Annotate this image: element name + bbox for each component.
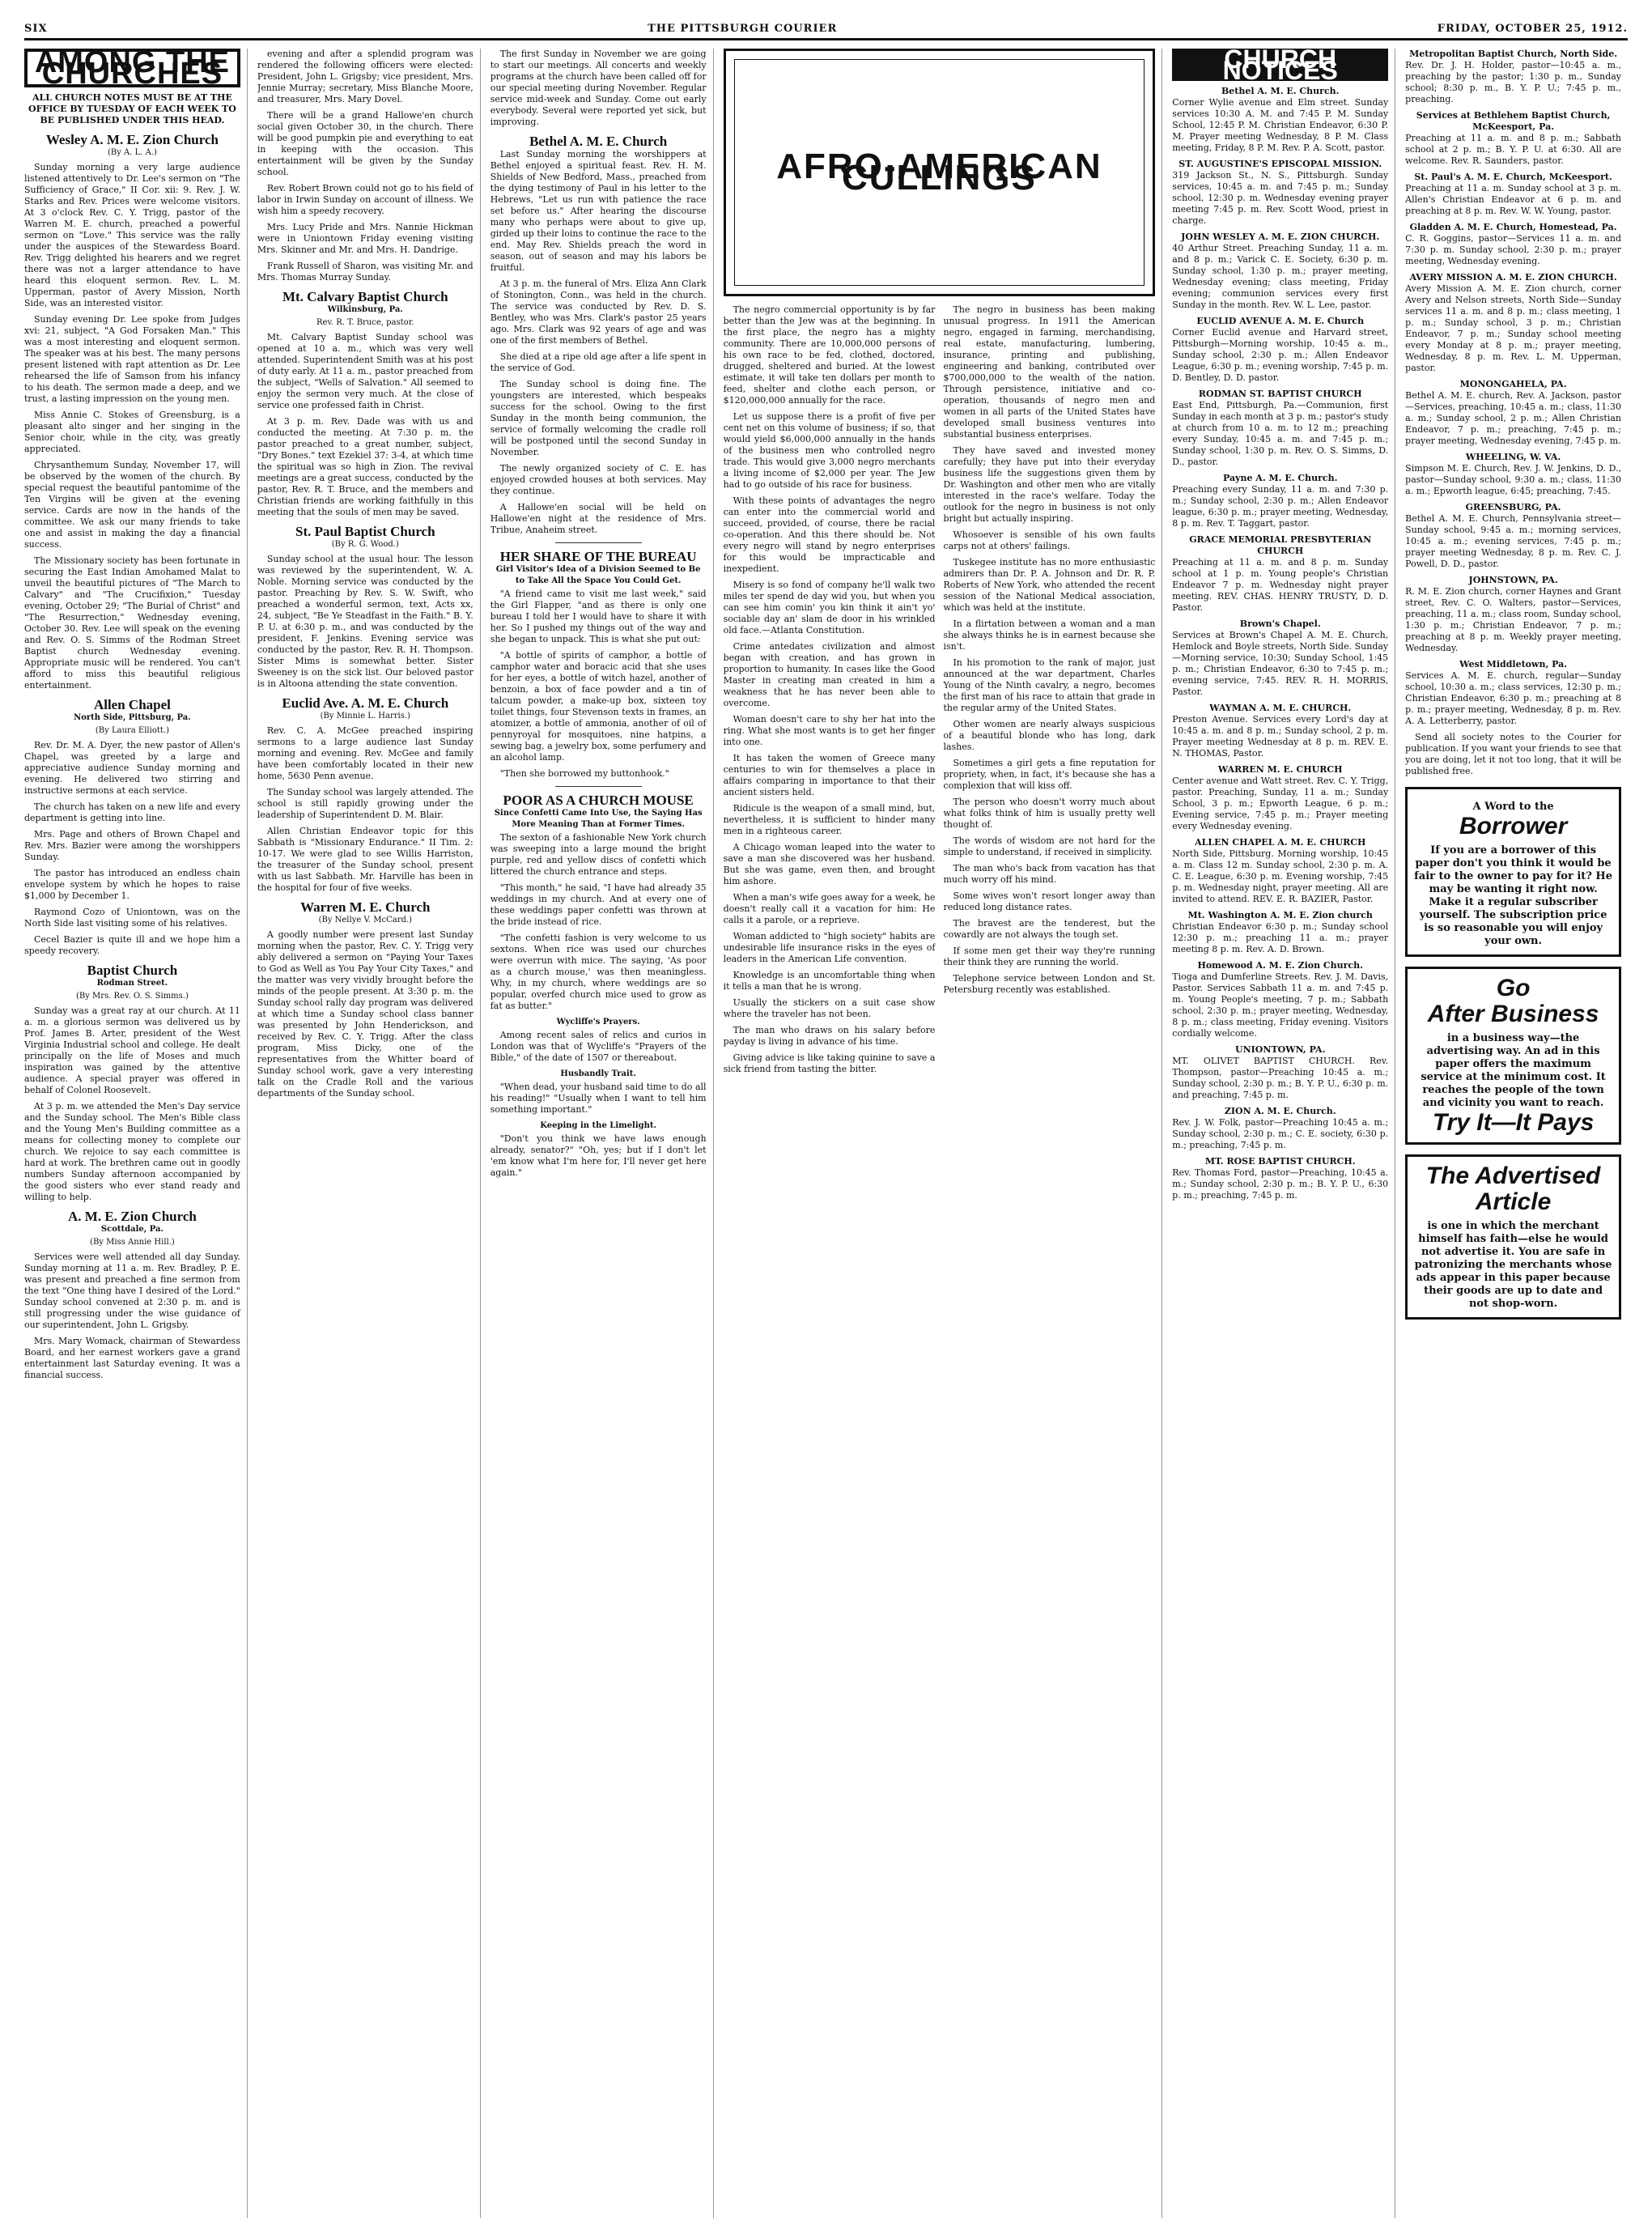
- notice-entry: [1405, 502, 1621, 570]
- zion-scottdale-sub: Scottdale, Pa.: [100, 1225, 164, 1234]
- allen-head: Allen Chapel: [93, 697, 171, 712]
- cullings-a-p5: Crime antedates civilization and almost began with creation, and has grown in proportion to humanity. In cases like the Good Master in creating man created in him a weakness that he has never been able to overcome.: [723, 641, 936, 708]
- notice-name: Mt. Washington A. M. E. Zion church: [1187, 910, 1373, 920]
- notice-body: Services at Brown's Chapel A. M. E. Church, Hemlock and Boyle streets, North Side. Sunday—Morning service, 10:30; Sunday School, 1:45 p. m.; Christian Endeavor, 6:30 to 7:45 p. m.; evening service, 7:45. REV. R. H. MORRIS, Pastor.: [1172, 630, 1389, 697]
- cullings-b-p15: Telephone service between London and St. Petersburg recently was established.: [943, 973, 1156, 995]
- baptist-p1: Sunday was a great ray at our church. At 11 a. m. a glorious sermon was delivered us by Prof. James B. Arter, president of the West Virginia Industrial school and college. He dealt principally on the life of Moses and much inspiration was gained by the attentive audience. A special prayer was offered in behalf of Colonel Roosevelt.: [24, 1005, 240, 1095]
- business-ad: [1405, 967, 1621, 1145]
- columns: [24, 49, 1628, 2218]
- notice-entry: [1172, 1044, 1388, 1101]
- zion-scottdale-p2: Mrs. Mary Womack, chairman of Stewardess Board, and her earnest workers gave a grand entertainment last Saturday evening. It was a financial success.: [24, 1336, 240, 1380]
- calvary-head: Mt. Calvary Baptist Church: [282, 289, 448, 304]
- notice-entry: [1405, 379, 1621, 447]
- baptist-byline: (By Mrs. Rev. O. S. Simms.): [75, 992, 189, 1001]
- mouse-p1: The sexton of a fashionable New York church was sweeping into a large mound the bright purple, red and yellow discs of confetti which littered the church entrance and steps.: [490, 832, 707, 877]
- zion-scottdale-head: A. M. E. Zion Church: [68, 1209, 197, 1224]
- notice-entry: [1172, 960, 1388, 1039]
- cullings-a-p1: The negro commercial opportunity is by far better than the Jew was at the beginning. In the first place, the negro has a mighty community. There are 10,000,000 persons of his own race to be fed, clothed, doctored, drugged, sheltered and buried. At the lowest estimate, it will take ten dollars per month to feed, shelter and clothe each person, or $120,000,000 annually for the race.: [723, 304, 936, 406]
- notice-name: UNIONTOWN, PA.: [1235, 1044, 1326, 1055]
- cullings-a-p8: Ridicule is the weapon of a small mind, but, nevertheless, it is sufficient to hinder many men in a righteous career.: [723, 803, 936, 836]
- halloween-p4: Mrs. Lucy Pride and Mrs. Nannie Hickman were in Uniontown Friday evening visiting Mrs. Skinner and Mr. and Mrs. H. Dandrige.: [257, 222, 474, 255]
- cullings-columns: [724, 304, 1156, 1080]
- notice-body: Avery Mission A. M. E. Zion church, corner Avery and Nelson streets, North Side—Sunday services 11 a. m. and 8 p. m.; class meeting, 1 p. m.; Sunday school, 3 p. m.; Christian Endeavor, 7 p. m.; Sunday school meeting every Monday at 8 p. m.; prayer meeting, Wednesday, 8 p. m. Rev. L. M. Upperman, pastor.: [1405, 283, 1622, 373]
- notice-body: 319 Jackson St., N. S., Pittsburgh. Sunday services, 10:45 a. m. and 7:45 p. m.; Sunday school, 12:30 p. m. Wednesday evening prayer meeting 7:45 p. m. Rev. Scott Wood, priest in charge.: [1172, 170, 1389, 226]
- advertised-article-ad: [1405, 1154, 1621, 1320]
- cullings-b-p3: Whosoever is sensible of his own faults carps not at others' failings.: [943, 529, 1156, 551]
- borrower-ad-body: If you are a borrower of this paper don't you think it would be fair to the owner to pay for it? He may be wanting it right now. Make it a regular subscriber yourself. The subscription price is so reasonable you will enjoy your own.: [1414, 844, 1612, 947]
- notice-name: Bethel A. M. E. Church.: [1221, 86, 1340, 96]
- notice-body: MT. OLIVET BAPTIST CHURCH. Rev. Thompson, pastor—Preaching 10:45 a. m.; Sunday school, 2:30 p. m.; B. Y. P. U., 6:30 p. m. and preaching, 7:45 p. m.: [1172, 1056, 1389, 1100]
- mouse-head: POOR AS A CHURCH MOUSE: [503, 793, 694, 808]
- advertised-article-body: is one in which the merchant himself has faith—else he would not advertise it. You are safe in patronizing the merchants whose ads appear in this paper because their goods are up to date and not shop-worn.: [1414, 1220, 1612, 1310]
- allen-p1: Rev. Dr. M. A. Dyer, the new pastor of Allen's Chapel, was greeted by a large and appreciative audience Sunday morning and evening. He delivered two stirring and instructive sermons at each service.: [24, 740, 240, 796]
- notice-entry: [1405, 110, 1621, 167]
- notice-entry: [1172, 316, 1388, 384]
- cullings-b-p13: The bravest are the tenderest, but the cowardly are not always the tough set.: [943, 918, 1156, 940]
- business-ad-body: in a business way—the advertising way. An ad in this paper offers the maximum service at the minimum cost. It reaches the people of the town and vicinity you want to reach.: [1421, 1032, 1606, 1109]
- cullings-b-p1: The negro in business has been making unusual progress. In 1911 the American negro, engaged in farming, merchandising, real estate, manufacturing, lumbering, insurance, printing and publishing, engineering and banking, contributed over $700,000,000 to the wealth of the nation. Through persistence, initiative and co-operation, thousands of negro men and women in all parts of the United States have developed small business ventures into substantial business enterprises.: [943, 304, 1156, 440]
- mouse-p2: "This month," he said, "I have had already 35 weddings in my church. And at every one of these weddings paper confetti was thrown at the bride instead of rice.: [490, 882, 707, 927]
- notice-entry: [1172, 703, 1388, 759]
- cullings-a-p2: Let us suppose there is a profit of five per cent net on this volume of business; if so, that would yield $6,000,000 annually in the hands of the business men who controlled negro trade. This would give 3,000 negro merchants a living income of $2,000 per year. The Jew had to go outside of his race for business.: [723, 411, 936, 490]
- cullings-b-p9: The person who doesn't worry much about what folks think of him is usually pretty well thought of.: [943, 797, 1156, 830]
- bureau-head: HER SHARE OF THE BUREAU: [499, 549, 697, 564]
- bethel-p2: At 3 p. m. the funeral of Mrs. Eliza Ann Clark of Stonington, Conn., was held in the church. The service was conducted by Rev. D. S. Bentley, who was Mrs. Clark's pastor 25 years ago. Mrs. Clark was 92 years of age and was one of the first members of Bethel.: [490, 278, 707, 346]
- cullings-section: [724, 49, 1163, 2218]
- cullings-a-p7: It has taken the women of Greece many centuries to win for themselves a place in affairs comparing in importance to that their ancient sisters held.: [723, 753, 936, 797]
- notice-body: Corner Wylie avenue and Elm street. Sunday services 10:30 A. M. and 7:45 P. M. Sunday School, 12:45 P. M. Christian Endeavor, 6:30 P. M. Prayer meeting Wednesday, 8 P. M. Class meeting, Friday, 8 P. M. Rev. P. A. Scott, pastor.: [1172, 97, 1389, 153]
- allen-p5: Raymond Cozo of Uniontown, was on the North Side last visiting some of his relatives.: [24, 907, 240, 929]
- folio-bar: [24, 23, 1628, 40]
- wesley-head: Wesley A. M. E. Zion Church: [45, 132, 219, 147]
- notice-entry: [1172, 86, 1388, 154]
- warren-head: Warren M. E. Church: [300, 899, 431, 915]
- allen-p3: Mrs. Page and others of Brown Chapel and Rev. Mrs. Bazier were among the worshippers Sunday.: [24, 829, 240, 862]
- cullings-a-p11: Woman addicted to "high society" habits are undesirable life insurance risks in the eyes of leaders in the American Life convention.: [723, 931, 936, 964]
- calvary-p2: At 3 p. m. Rev. Dade was with us and conducted the meeting. At 7:30 p. m. the pastor preached to a great number, subject, "Dry Bones." text Ezekiel 37: 3-4, at which time the spiritual was so high in Zion. The revival meetings are a great success, conducted by the pastor, Rev. R. T. Bruce, and the members and Christian friends are working faithfully in this meeting that the souls of men may be saved.: [257, 416, 474, 517]
- euclid-p2: The Sunday school was largely attended. The school is still rapidly growing under the leadership of Superintendent D. M. Blair.: [257, 787, 474, 820]
- notice-entry: [1172, 1106, 1388, 1151]
- notice-name: WHEELING, W. VA.: [1465, 452, 1561, 462]
- notice-name: West Middletown, Pa.: [1459, 659, 1568, 669]
- bureau-p3: "Then she borrowed my buttonhook.": [499, 768, 669, 779]
- notice-body: North Side, Pittsburg. Morning worship, 10:45 a. m. Class 12 m. Sunday school, 2:30 p. m. A. C. E. League, 6:30 p. m. Evening worship, 7:45 p. m. Wednesday night, prayer meeting. All are invited to attend. REV. E. R. BAZIER, Pastor.: [1172, 848, 1389, 904]
- divider: [555, 786, 642, 787]
- cullings-b-p2: They have saved and invested money carefully; they have put into their everyday business life the suggestions given them by Dr. Washington and other men who are vitally interested in the race's welfare. Today the outlook for the negro in business is not only bright but actually inspiring.: [943, 445, 1156, 524]
- notice-entry: [1172, 232, 1388, 311]
- cullings-b-p11: The man who's back from vacation has that much worry off his mind.: [943, 863, 1156, 885]
- divider: [555, 542, 642, 543]
- notice-body: Rev. Dr. J. H. Holder, pastor—10:45 a. m., preaching by the pastor; 1:30 p. m., Sunday school; 8:30 p. m., B. Y. P. U.; 7:45 p. m., preaching.: [1405, 60, 1622, 104]
- husbandly-p1: "When dead, your husband said time to do all his reading!" "Usually when I want to tell him something important.": [490, 1082, 707, 1115]
- stpaul-byline: (By R. G. Wood.): [331, 540, 399, 549]
- notice-entry: [1172, 910, 1388, 955]
- notice-name: GREENSBURG, PA.: [1465, 502, 1561, 512]
- business-ad-try: Try It—It Pays: [1432, 1109, 1595, 1136]
- allen-sub: North Side, Pittsburg, Pa.: [74, 713, 191, 722]
- cullings-b-p14: If some men get their way they're running their think they are running the world.: [943, 946, 1156, 967]
- among-the-churches-masthead: [24, 49, 240, 91]
- notice-body: 40 Arthur Street. Preaching Sunday, 11 a. m. and 8 p. m.; Varick C. E. Society, 6:30 p. m. Sunday school, 1:30 p. m.; prayer meeting, Wednesday evening; class meeting, Friday evening; communion services every first Sunday in the month. Rev. W. L. Lee, pastor.: [1172, 243, 1389, 310]
- notice-name: Metropolitan Baptist Church, North Side.: [1409, 49, 1618, 59]
- wesley-p3: Miss Annie C. Stokes of Greensburg, is a pleasant alto singer and her singing in the Senior choir, while in the city, was greatly appreciated.: [24, 410, 240, 454]
- baptist-sub: Rodman Street.: [96, 979, 168, 988]
- issue-date: FRIDAY, OCTOBER 25, 1912.: [1437, 23, 1628, 35]
- cullings-a-p3: With these points of advantages the negro can enter into the commercial world and succeed, provided, of course, there be racial co-operation. And this there should be. Not every negro will stand by negro enterprises for this would be impracticable and inexpedient.: [723, 495, 936, 574]
- bethel-p3: She died at a ripe old age after a life spent in the service of God.: [490, 351, 707, 373]
- notice-entry: [1405, 222, 1621, 267]
- notice-entry: [1172, 618, 1388, 698]
- business-ad-top: Go: [1496, 975, 1531, 1001]
- notice-body: Simpson M. E. Church, Rev. J. W. Jenkins, D. D., pastor—Sunday school, 9:30 a. m.; class, 11:30 a. m.; Epworth league, 6:45; preaching, 7:45.: [1405, 463, 1622, 496]
- notice-entry: [1405, 659, 1621, 727]
- notice-body: Rev. J. W. Folk, pastor—Preaching 10:45 a. m.; Sunday school, 2:30 p. m.; C. E. society, 6:30 p. m.; preaching, 7:45 p. m.: [1172, 1117, 1389, 1150]
- bethel-p5: The newly organized society of C. E. has enjoyed crowded houses at both services. May they continue.: [490, 463, 707, 496]
- notice-entry: [1405, 272, 1621, 374]
- allen-p2: The church has taken on a new life and every department is getting into line.: [24, 801, 240, 823]
- cullings-a-p12: Knowledge is an uncomfortable thing when it tells a man that he is wrong.: [723, 970, 936, 992]
- euclid-byline: (By Minnie L. Harris.): [320, 712, 410, 720]
- allen-p6: Cecel Bazier is quite ill and we hope him a speedy recovery.: [24, 934, 240, 956]
- bureau-p1: "A friend came to visit me last week," said the Girl Flapper, "and as there is only one bureau I told her I would have to share it with her. So I pushed my things out of the way and she began to unpack. This is what she put out:: [490, 589, 707, 644]
- notice-name: Gladden A. M. E. Church, Homestead, Pa.: [1409, 222, 1617, 232]
- notice-name: RODMAN ST. BAPTIST CHURCH: [1198, 389, 1362, 399]
- deadline-notice: ALL CHURCH NOTES MUST BE AT THE OFFICE BY TUESDAY OF EACH WEEK TO BE PUBLISHED UNDER THIS HEAD.: [28, 92, 236, 125]
- notice-entry: [1405, 452, 1621, 497]
- notice-name: AVERY MISSION A. M. E. ZION CHURCH.: [1409, 272, 1617, 283]
- calvary-sub: Wilkinsburg, Pa.: [327, 305, 403, 314]
- calvary-p1: Mt. Calvary Baptist Sunday school was opened at 10 a. m., which was very well attended. Superintendent Smith was at his post of duty early. At 11 a. m., pastor preached from the subject, "Wells of Salvation." All seemed to enjoy the sermon very much. At the close of service one professed faith in Christ.: [257, 332, 474, 410]
- wesley-p4: Chrysanthemum Sunday, November 17, will be observed by the women of the church. By special request the beautiful pantomime of the Ten Virgins will be given at the evening service. Cards are now in the hands of the committee. We ask our many friends to take one and assist in making the day a financial success.: [24, 460, 240, 550]
- limelight-p1: "Don't you think we have laws enough already, senator?" "Oh, yes; but if I don't let 'em know what I'm here for, I'll never get here again.": [490, 1133, 707, 1178]
- stpaul-p1: Sunday school at the usual hour. The lesson was reviewed by the superintendent, W. A. Noble. Morning service was conducted by the pastor. Preaching by Rev. S. W. Swift, who preached a wonderful sermon, text, Acts xx, 24, subject, "Be Ye Steadfast in the Faith." B. Y. P. U. at 6:30 p. m., and was conducted by the president, F. Jenkins. Evening service was conducted by the pastor, Rev. R. H. Thompson. Sister Mims is somewhat better. Sister Sweeney is on the sick list. Our beloved pastor is in Altoona attending the state convention.: [257, 554, 474, 689]
- halloween-p3: Rev. Robert Brown could not go to his field of labor in Irwin Sunday on account of illness. We wish him a speedy recovery.: [257, 183, 474, 216]
- notice-entry: [1172, 1156, 1388, 1201]
- column-3: [491, 49, 714, 2218]
- notice-body: Bethel A. M. E. church, Rev. A. Jackson, pastor—Services, preaching, 10:45 a. m.; class, 11:30 a. m.; Sunday school, 2 p. m.; Allen Christian Endeavor, 7 p. m.; preaching, 7:45 p. m.; prayer meeting, Wednesday evening, 7:45 p. m.: [1405, 390, 1622, 446]
- notice-entry: [1172, 837, 1388, 905]
- column-6: [1172, 49, 1395, 2218]
- notice-name: ZION A. M. E. Church.: [1224, 1106, 1336, 1116]
- notice-body: Preaching at 11 a. m. and 8 p. m.; Sabbath school at 2 p. m.; B. Y. P. U. at 6:30. All are welcome. Rev. R. Saunders, pastor.: [1405, 133, 1622, 166]
- notice-body: East End, Pittsburgh, Pa.—Communion, first Sunday in each month at 3 p. m.; pastor's study at church from 10 a. m. to 12 m.; preaching every Sunday, 10:45 a. m. and 7:45 p. m.; Sunday school, 1:30 p. m. Rev. O. S. Simms, D. D., pastor.: [1172, 400, 1389, 467]
- notice-entry: [1172, 473, 1388, 529]
- cullings-b-p6: In his promotion to the rank of major, just announced at the war department, Charles Young of the Ninth cavalry, a negro, becomes the first man of his race to attain that grade in the regular army of the United States.: [943, 657, 1156, 713]
- church-notices-title: CHURCH NOTICES: [1222, 49, 1338, 85]
- paper-name: THE PITTSBURGH COURIER: [648, 23, 838, 35]
- cullings-col-b: [943, 304, 1155, 1080]
- wesley-p1: Sunday morning a very large audience listened attentively to Dr. Lee's sermon on "The Sufficiency of Grace," II Cor. xii: 9. Rev. J. W. Starks and Rev. Prices were welcome visitors. At 3 o'clock Rev. C. Y. Trigg, pastor of the Warren M. E. church, preached a powerful sermon on "Love." This service was the rally under the auspices of the Stewardess Board. Rev. Trigg delighted his hearers and we regret there was not a larger attendance to have heard this eloquent sermon. Rev. L. M. Upperman, pastor of Avery Mission, North Side, was an interested visitor.: [24, 162, 240, 308]
- wycliffe-head: Wycliffe's Prayers.: [556, 1018, 640, 1026]
- notice-name: MT. ROSE BAPTIST CHURCH.: [1204, 1156, 1356, 1167]
- notice-body: Preaching every Sunday, 11 a. m. and 7:30 p. m.; Sunday school, 2:30 p. m.; Allen Endeavor league, 6:30 p. m.; prayer meeting, Wednesday, 8 p. m. Rev. T. Taggart, pastor.: [1172, 484, 1389, 529]
- notice-name: St. Paul's A. M. E. Church, McKeesport.: [1414, 172, 1612, 182]
- cullings-b-p8: Sometimes a girl gets a fine reputation for propriety, when, in fact, it's because she has a complexion that will kiss off.: [943, 758, 1156, 791]
- page-number: SIX: [24, 23, 48, 35]
- wesley-p2: Sunday evening Dr. Lee spoke from Judges xvi: 21, subject, "A God Forsaken Man." This was a most interesting and eloquent sermon. The speaker was at his best. The many persons present listened with rapt attention as Dr. Lee rehearsed the life of Samson from his infancy to his death. The sermon made a deep, and we trust, a lasting impression on the young men.: [24, 314, 240, 404]
- zion-scottdale-p1: Services were well attended all day Sunday. Sunday morning at 11 a. m. Rev. Bradley, P. E. was present and preached a fine sermon from the text "One thing have I desired of the Lord." Sunday school convened at 2:30 p. m. and is still progressing under the wise guidance of our superintendent, John L. Grigsby.: [24, 1252, 240, 1330]
- notice-body: Preston Avenue. Services every Lord's day at 10:45 a. m. and 8 p. m.; Sunday school, 2 p. m. Prayer meeting Wednesday at 8 p. m. REV. E. N. THOMAS, Pastor.: [1172, 714, 1389, 759]
- column-7: [1405, 49, 1628, 2218]
- notice-name: Brown's Chapel.: [1239, 618, 1321, 629]
- cullings-b-p10: The words of wisdom are not hard for the simple to understand, if received in simplicity.: [943, 835, 1156, 857]
- cullings-b-p4: Tuskegee institute has no more enthusiastic admirers than Dr. P. A. Johnson and Dr. R. P. Roberts of New York, who attended the recent session of the National Medical association, which was held at the institute.: [943, 557, 1156, 613]
- allen-byline: (By Laura Elliott.): [95, 726, 169, 735]
- notice-entry: [1172, 159, 1388, 227]
- notice-body: Tioga and Dumferline Streets. Rev. J. M. Davis, Pastor. Services Sabbath 11 a. m. and 7:45 p. m. Young People's meeting, 7 p. m.; Sabbath school, 2:30 p. m.; prayer meeting, Wednesday, 8 p. m.; class meeting, Friday evening. Visitors cordially welcome.: [1172, 971, 1389, 1039]
- notice-entry: [1172, 389, 1388, 468]
- notice-name: WAYMAN A. M. E. CHURCH.: [1209, 703, 1352, 713]
- cullings-banner: [724, 49, 1156, 296]
- euclid-p3: Allen Christian Endeavor topic for this Sabbath is "Missionary Endurance." II Tim. 2: 10-17. We were glad to see Willis Harriston, the treasurer of the Sunday school, present with us last Sabbath. Mr. Harville has been in the hospital for four of five weeks.: [257, 826, 474, 893]
- bureau-p2: "A bottle of spirits of camphor, a bottle of camphor water and boracic acid that she uses for her eyes, a bottle of witch hazel, another of benzoin, a box of face powder and a tin of talcum powder, a make-up box, sixteen toy toilet things, four Stevenson texts in frames, an atomizer, a bottle of ammonia, another of oil of pennyroyal for mosquitoes, nine hatpins, a sewing bag, a jewelry box, some perfumery and an alcohol lamp.: [490, 650, 707, 763]
- cullings-a-p6: Woman doesn't care to shy her hat into the ring. What she most wants is to get her finger into one.: [723, 714, 936, 747]
- borrower-ad: [1405, 787, 1621, 957]
- notice-entry: [1405, 49, 1621, 105]
- notice-name: JOHNSTOWN, PA.: [1468, 575, 1558, 585]
- cullings-b-p5: In a flirtation between a woman and a man she always thinks he is in earnest because she isn't.: [943, 618, 1156, 652]
- wesley-p5: The Missionary society has been fortunate in securing the East Indian Amohamed Malat to unveil the beautiful pictures of "The March to Calvary" and "The Crucifixion," Tuesday evening, October 29; "The Burial of Christ" and "The Resurrection," Wednesday evening, October 30. Rev. Lee will speak on the evening and Rev. O. S. Simms of the Rodman Street Baptist church Wednesday evening. Appropriate music will be rendered. You can't afford to miss this beautiful religious entertainment.: [24, 555, 240, 691]
- notice-name: Services at Bethlehem Baptist Church, McKeesport, Pa.: [1416, 110, 1611, 132]
- cullings-a-p14: The man who draws on his salary before payday is living in advance of his time.: [723, 1025, 936, 1047]
- notice-entry: [1172, 534, 1388, 614]
- borrower-ad-title: Borrower: [1459, 813, 1568, 839]
- baptist-p2: At 3 p. m. we attended the Men's Day service and the Sunday school. The Men's Bible class and the Young Men's Building committee as a means for collecting money to complete our church. We rejoice to say each committee is hard at work. The brethren came out in goodly numbers Sunday afternoon accompanied by the good sisters who ever stand ready and willing to help.: [24, 1101, 240, 1202]
- notice-name: EUCLID AVENUE A. M. E. Church: [1196, 316, 1365, 326]
- allen-p4: The pastor has introduced an endless chain envelope system by which he hopes to raise $1,000 by December 1.: [24, 868, 240, 901]
- notice-body: Center avenue and Watt street. Rev. C. Y. Trigg, pastor. Preaching, Sunday, 11 a. m.; Sunday School, 3 p. m.; Epworth League, 6 p. m.; Evening service, 7:45 p. m.; Prayer meeting every Wednesday evening.: [1172, 776, 1389, 831]
- cullings-a-p4: Misery is so fond of company he'll walk two miles ter spend de day wid you, but when you can see him comin' you kin think it ain't yo' sociable day an' slam de door in his wrinkled old face.—Atlanta Constitution.: [723, 580, 936, 635]
- bureau-sub: Girl Visitor's Idea of a Division Seemed to Be to Take All the Space You Could Get.: [495, 565, 701, 585]
- notice-name: JOHN WESLEY A. M. E. ZION CHURCH.: [1181, 232, 1380, 242]
- cullings-col-a: [724, 304, 936, 1080]
- notice-body: Preaching at 11 a. m. Sunday school at 3 p. m. Allen's Christian Endeavor at 6 p. m. and preaching at 8 p. m. Rev. W. W. Young, pastor.: [1405, 183, 1622, 216]
- notice-name: ST. AUGUSTINE'S EPISCOPAL MISSION.: [1178, 159, 1382, 169]
- notice-name: Homewood A. M. E. Zion Church.: [1197, 960, 1363, 971]
- wycliffe-p1: Among recent sales of relics and curios in London was that of Wycliffe's "Prayers of the Bible," of the date of 1507 or thereabout.: [490, 1030, 707, 1063]
- bethel-head: Bethel A. M. E. Church: [529, 134, 668, 149]
- halloween-p5: Frank Russell of Sharon, was visiting Mr. and Mrs. Thomas Murray Sunday.: [257, 261, 474, 283]
- cullings-title: AFRO-AMERICAN CULLINGS: [776, 147, 1102, 198]
- cullings-a-p10: When a man's wife goes away for a week, he doesn't really call it a vacation for him: He calls it a parole, or a reprieve.: [723, 892, 936, 925]
- among-title: AMONG THE CHURCHES: [34, 49, 231, 91]
- cullings-b-p7: Other women are nearly always suspicious of a beautiful blonde who has long, dark lashes.: [943, 719, 1156, 752]
- borrower-ad-top: A Word to the: [1472, 801, 1554, 813]
- cullings-a-p9: A Chicago woman leaped into the water to save a man she discovered was her husband. But she was game, even then, and brought him ashore.: [723, 842, 936, 886]
- halloween-p1: evening and after a splendid program was rendered the following officers were elected: President, John L. Grigsby; vice president, Mrs. Jennie Murray; secretary, Miss Blanche Moore, and treasurer, Mrs. Mary Dovel.: [257, 49, 474, 104]
- wesley-byline: (By A. L. A.): [107, 148, 157, 157]
- zion-scottdale-byline: (By Miss Annie Hill.): [90, 1238, 175, 1247]
- advertised-article-title: The Advertised Article: [1425, 1163, 1601, 1215]
- mouse-p3: "The confetti fashion is very welcome to us sextons. When rice was used our churches were overrun with mice. The saying, 'As poor as a church mouse,' was then meaningless. Why, in my church, where weddings are so popular, overfed church mice used to grow as fat as butter.": [490, 933, 707, 1011]
- cullings-b-p12: Some wives won't resort longer away than reduced long distance rates.: [943, 890, 1156, 912]
- cullings-a-p15: Giving advice is like taking quinine to save a sick friend from tasting the bitter.: [723, 1052, 936, 1074]
- stpaul-head: St. Paul Baptist Church: [295, 524, 435, 539]
- limelight-head: Keeping in the Limelight.: [540, 1121, 657, 1130]
- notice-entry: [1405, 172, 1621, 217]
- notice-name: GRACE MEMORIAL PRESBYTERIAN CHURCH: [1189, 534, 1372, 556]
- husbandly-head: Husbandly Trait.: [560, 1069, 636, 1078]
- warren-p1: A goodly number were present last Sunday morning when the pastor, Rev. C. Y. Trigg very ably delivered a sermon on "Paying Your Taxes to God as Well as You Pay Your City Taxes," and the matter was very vividly brought before the minds of the people present. At 3:30 p. m. the Sunday school rally day program was delivered at which time a Sunday school class banner was presented by John Henderickson, and received by Rev. C. Y. Trigg. After the class program, Miss Dicky, one of the representatives from the Whitter board of Sunday school work, gave a very interesting talk on the Cradle Roll and the various departments of the Sunday school.: [257, 929, 474, 1099]
- notice-name: ALLEN CHAPEL A. M. E. CHURCH: [1195, 837, 1366, 848]
- bethel-p4: The Sunday school is doing fine. The youngsters are interested, which bespeaks success for the school. Owing to the first Sunday in the month being communion, the service of formally welcoming the cradle roll will be postponed until the second Sunday in November.: [490, 379, 707, 457]
- notice-body: R. M. E. Zion church, corner Haynes and Grant street, Rev. C. O. Walters, pastor—Services, preaching, 11 a. m.; class room, Sunday school, 1:30 p. m.; Christian Endeavor, 7 p. m.; preaching at 8 p. m. Weekly prayer meeting, Wednesday.: [1405, 586, 1622, 653]
- halloween-p2: There will be a grand Hallowe'en church social given October 30, in the church. There will be good pumpkin pie and everything to eat in keeping with the occasion. This entertainment will be given by the Sunday school.: [257, 110, 474, 177]
- bethel-p1: Last Sunday morning the worshippers at Bethel enjoyed a spiritual feast. Rev. H. M. Shields of New Bedford, Mass., preached from the dying testimony of Paul in his letter to the Hebrews, "Let us run with patience the race set before us." After hearing the discourse many who perhaps were about to give up, girded up their loins to continue the race to the end. May Rev. Shields preach the word in season, out of season and may his labors be fruitful.: [490, 149, 707, 273]
- notice-entry: [1405, 575, 1621, 654]
- notice-body: Preaching at 11 a. m. and 8 p. m. Sunday school at 1 p. m. Young people's Christian Endeavor 7 p. m. Wednesday night prayer meeting. REV. CHAS. HENRY TRUSTY, D. D. Pastor.: [1172, 557, 1389, 613]
- notice-body: Christian Endeavor 6:30 p. m.; Sunday school 12:30 p. m.; preaching 11 a. m.; prayer meeting 8 p. m. Rev. A. D. Brown.: [1172, 921, 1389, 954]
- calvary-byline: Rev. R. T. Bruce, pastor.: [316, 318, 414, 327]
- business-ad-title: After Business: [1427, 1001, 1599, 1027]
- send-notice: Send all society notes to the Courier for publication. If you want your friends to see that you are doing, let it not too long, that it will be published free.: [1405, 732, 1622, 776]
- sunday-p1: The first Sunday in November we are going to start our meetings. All concerts and weekly programs at the church have been called off for our special meeting during November. Regular service mid-week and Sunday. Come out early everybody. Several were reported yet sick, but improving.: [490, 49, 707, 127]
- warren-byline: (By Nellye V. McCard.): [318, 916, 412, 924]
- bethel-p6: A Hallowe'en social will be held on Hallowe'en night at the residence of Mrs. Tribue, Anaheim street.: [490, 502, 707, 535]
- notice-name: WARREN M. E. CHURCH: [1217, 764, 1343, 775]
- notice-body: Services A. M. E. church, regular—Sunday school, 10:30 a. m.; class services, 12:30 p. m.; Christian Endeavor, 6:30 p. m.; preaching at 8 p. m.; prayer meeting, Wednesday, 8 p. m. Rev. A. A. Letterberry, pastor.: [1405, 670, 1622, 726]
- mouse-sub: Since Confetti Came Into Use, the Saying Has More Meaning Than at Former Times.: [494, 809, 703, 829]
- notice-name: Payne A. M. E. Church.: [1222, 473, 1338, 483]
- column-1: [24, 49, 248, 2218]
- notice-body: Corner Euclid avenue and Harvard street, Pittsburgh—Morning worship, 10:45 a. m., Sunday school, 2:30 p. m.; Allen Endeavor League, 6:30 p. m.; evening worship, 7:45 p. m. D. Bentley, D. D. pastor.: [1172, 327, 1389, 383]
- euclid-head: Euclid Ave. A. M. E. Church: [282, 695, 449, 711]
- euclid-p1: Rev. C. A. McGee preached inspiring sermons to a large audience last Sunday morning and evening. Rev. McGee and family have been comfortably located in their new home, 5630 Penn avenue.: [257, 725, 474, 781]
- notice-body: C. R. Goggins, pastor—Services 11 a. m. and 7:30 p. m. Sunday school, 2:30 p. m.; prayer meeting, Wednesday evening.: [1405, 233, 1622, 266]
- cullings-a-p13: Usually the stickers on a suit case show where the traveler has not been.: [723, 997, 936, 1019]
- notice-name: MONONGAHELA, PA.: [1459, 379, 1567, 389]
- notice-entry: [1172, 764, 1388, 832]
- notice-body: Bethel A. M. E. Church, Pennsylvania street—Sunday school, 9:45 a. m.; morning services, 10:45 a. m.; evening services, 7:45 p. m.; prayer meeting Wednesday, 8 p. m. Rev. C. J. Powell, D. D., pastor.: [1405, 513, 1622, 569]
- church-notices-banner: [1172, 49, 1388, 85]
- baptist-head: Baptist Church: [87, 963, 178, 978]
- column-2: [257, 49, 481, 2218]
- notice-body: Rev. Thomas Ford, pastor—Preaching, 10:45 a. m.; Sunday school, 2:30 p. m.; B. Y. P. U., 6:30 p. m.; preaching, 7:45 p. m.: [1172, 1167, 1389, 1201]
